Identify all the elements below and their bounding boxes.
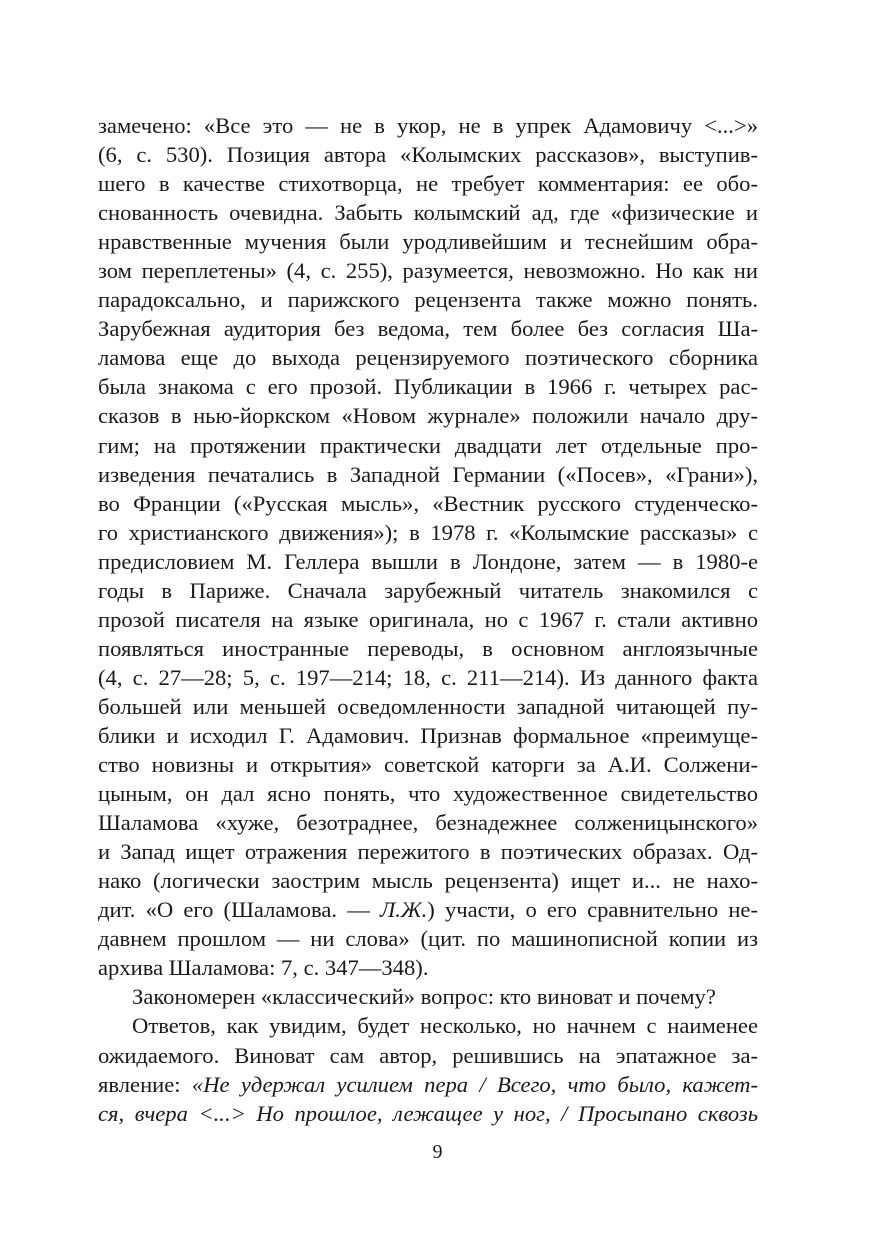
text-line: давнем прошлом — ни слова» (цит. по машинописной копии из xyxy=(98,926,758,952)
text-line: (6, с. 530). Позиция автора «Колымских рассказов», выступив- xyxy=(98,142,758,168)
text-line: и Запад ищет отражения пережитого в поэтических образах. Од- xyxy=(98,839,758,865)
text-line: нравственные мучения были уродливейшим и теснейшим обра- xyxy=(98,229,758,255)
text-line: ство новизны и открытия» советской каторги за А.И. Солжени- xyxy=(98,752,758,778)
paragraph-line: Закономерен «классический» вопрос: кто виноват и почему? xyxy=(132,984,716,1010)
text-line: нако (логически заострим мысль рецензента) ищет и... не нахо- xyxy=(98,868,758,894)
text-line: ламова еще до выхода рецензируемого поэтического сборника xyxy=(98,345,758,371)
text-line: парадоксально, и парижского рецензента также можно понять. xyxy=(98,287,758,313)
text-line: Зарубежная аудитория без ведома, тем более без согласия Ша- xyxy=(98,316,758,342)
text-line: была знакома с его прозой. Публикации в 1966 г. четырех рас- xyxy=(98,374,758,400)
text-line: прозой писателя на языке оригинала, но с 1967 г. стали активно xyxy=(98,606,758,632)
poem-quote: «Не удержал усилием пера / Всего, что было, кажет- xyxy=(191,1071,758,1097)
text-line: гим; на протяжении практически двадцати лет отдельные про- xyxy=(98,432,758,458)
text-run: дит. «О его (Шаламова. — xyxy=(98,897,370,923)
text-line: ожидаемого. Виноват сам автор, решившись на эпатажное за- xyxy=(98,1042,758,1068)
text-line: годы в Париже. Сначала зарубежный читатель знакомился с xyxy=(98,577,758,603)
text-line-with-quote xyxy=(98,1070,758,1099)
paragraph-line: Ответов, как увидим, будет несколько, но начнем с наименее xyxy=(132,1013,758,1039)
text-line: го христианского движения»); в 1978 г. «Колымские рассказы» с xyxy=(98,519,758,545)
author-initials: Л.Ж. xyxy=(379,897,428,923)
text-line: появляться иностранные переводы, в основном англоязычные xyxy=(98,635,758,661)
text-line: (4, с. 27—28; 5, с. 197—214; 18, с. 211—214). Из данного факта xyxy=(98,664,758,690)
text-line: снованность очевидна. Забыть колымский ад, где «физические и xyxy=(98,200,758,226)
text-line: Шаламова «хуже, безотраднее, безнадежнее солженицынского» xyxy=(98,810,758,836)
text-line: замечено: «Все это — не в укор, не в упрек Адамовичу <...>» xyxy=(98,113,758,138)
text-line: зом переплетены» (4, с. 255), разумеется, невозможно. Но как ни xyxy=(98,258,758,284)
text-line-with-initials xyxy=(98,895,758,924)
text-line: изведения печатались в Западной Германии («Посев», «Грани»), xyxy=(98,461,758,487)
text-line: блики и исходил Г. Адамович. Признав формальное «преимуще- xyxy=(98,722,758,748)
text-run: ) участи, о его сравнительно не- xyxy=(427,897,758,923)
text-run: явление: xyxy=(98,1071,181,1097)
page-number: 9 xyxy=(432,1141,443,1163)
text-line: предисловием М. Геллера вышли в Лондоне, затем — в 1980-е xyxy=(98,548,758,574)
text-line: большей или меньшей осведомленности западной читающей пу- xyxy=(98,693,758,719)
text-line: шего в качестве стихотворца, не требует комментария: ее обо- xyxy=(98,171,758,197)
text-line: сказов в нью-йоркском «Новом журнале» положили начало дру- xyxy=(98,403,758,429)
body-text xyxy=(98,111,758,1128)
text-line: цыным, он дал ясно понять, что художественное свидетельство xyxy=(98,781,758,807)
text-line: во Франции («Русская мысль», «Вестник русского студенческо- xyxy=(98,490,758,516)
text-line: архива Шаламова: 7, с. 347—348). xyxy=(98,955,429,981)
poem-quote-line: ся, вчера <...> Но прошлое, лежащее у ног, / Просыпано сквозь xyxy=(98,1100,758,1126)
